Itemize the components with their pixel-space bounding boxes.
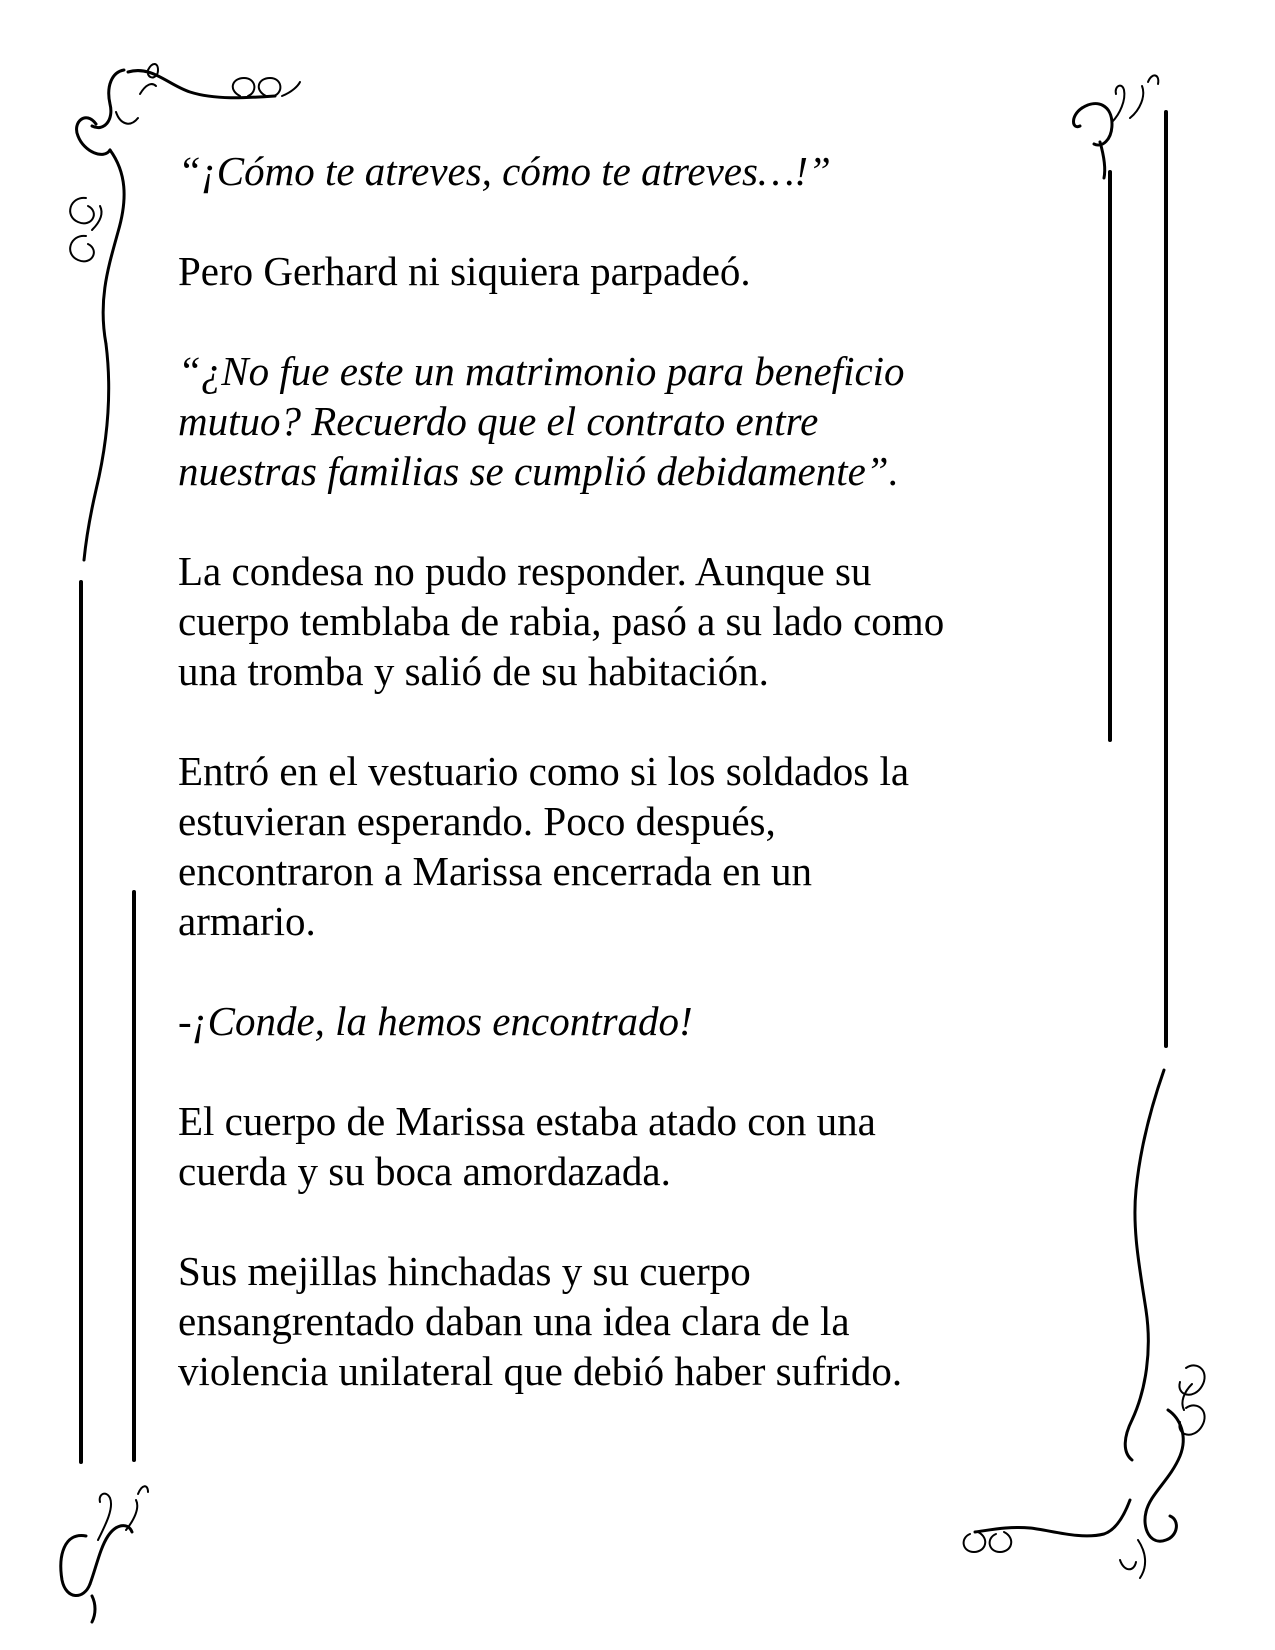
paragraph-dialogue: “¿No fue este un matrimonio para beneficio mutuo? Recuerdo que el contrato entre nuestras familias se cumplió debidamente”. [178, 348, 905, 494]
paragraph-narration: Entró en el vestuario como si los soldados la estuvieran esperando. Poco después, encontraron a Marissa encerrada en un armario. [178, 748, 910, 944]
paragraph-narration: El cuerpo de Marissa estaba atado con una cuerda y su boca amordazada. [178, 1098, 876, 1194]
bottom-left-flourish-icon [61, 1486, 148, 1622]
paragraph-narration: La condesa no pudo responder. Aunque su cuerpo temblaba de rabia, pasó a su lado como una tromba y salió de su habitación. [178, 548, 945, 694]
paragraph-narration: Pero Gerhard ni siquiera parpadeó. [178, 248, 751, 294]
story-text [178, 146, 1083, 1446]
paragraph-dialogue: -¡Conde, la hemos encontrado! [178, 998, 693, 1044]
paragraph-narration: Sus mejillas hinchadas y su cuerpo ensangrentado daban una idea clara de la violencia unilateral que debió haber sufrido. [178, 1248, 903, 1394]
top-right-flourish-icon [1074, 75, 1159, 178]
paragraph-exclamation: “¡Cómo te atreves, cómo te atreves…!” [178, 148, 831, 194]
